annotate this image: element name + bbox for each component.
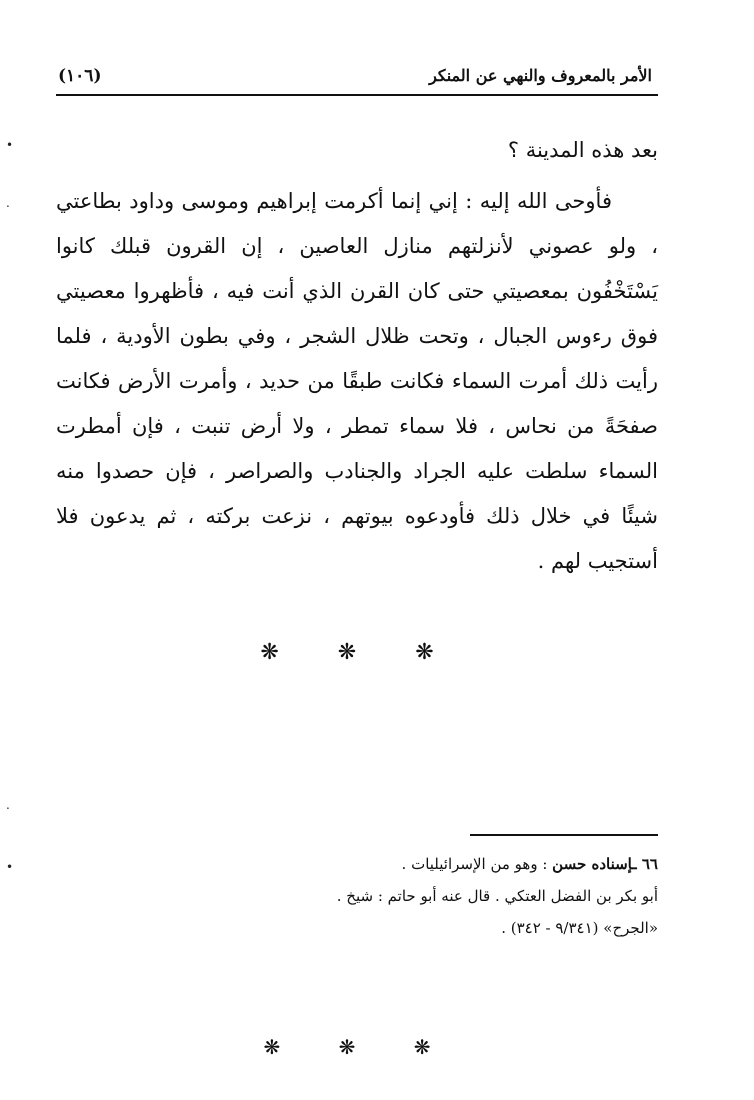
margin-mark: •: [6, 860, 14, 874]
margin-mark: .: [6, 196, 10, 210]
running-title: الأمر بالمعروف والنهي عن المنكر: [429, 66, 652, 85]
footnote-label: إسناده حسن: [552, 855, 633, 873]
footnote-line: «الجرح» (٩/٣٤١ - ٣٤٢) .: [501, 919, 658, 937]
footnote-divider: [470, 834, 658, 836]
paragraph: بعد هذه المدينة ؟: [507, 138, 658, 162]
footnote-line: [260, 848, 658, 880]
page-header: [56, 64, 658, 96]
main-text: [56, 128, 658, 584]
page-end-separator: ❋ ❋ ❋: [263, 1035, 457, 1059]
section-separator: ❋ ❋ ❋: [260, 640, 460, 665]
footnote-line: أبو بكر بن الفضل العتكي . قال عنه أبو حاتم : شيخ .: [336, 887, 658, 905]
footnote-text: : وهو من الإسرائيليات .: [401, 855, 553, 873]
footnotes: [260, 848, 658, 944]
page-number: (١٠٦): [58, 66, 102, 86]
margin-mark: •: [6, 138, 14, 152]
footnote-number: ٦٦ ـ: [632, 855, 658, 873]
margin-mark: .: [6, 798, 10, 812]
paragraph: فأوحى الله إليه : إني إنما أكرمت إبراهيم وموسى وداود بطاعتي ، ولو عصوني لأنزلتهم منازل العاصين ، إن القرون قبلك كانوا يَسْتَخْفُون بمعصيتي حتى كان القرن الذي أنت فيه ، فأظهروا معصيتي فوق رءوس الجبال ، وتحت ظلال الشجر ، وفي بطون الأودية ، فلما رأيت ذلك أمرت السماء فكانت طبقًا من حديد ، وأمرت الأرض فكانت صفحَةً من نحاس ، فلا سماء تمطر ، ولا أرض تنبت ، فإن أمطرت السماء سلطت عليه الجراد والجنادب والصراصر ، فإن حصدوا منه شيئًا في خلال ذلك فأودعوه بيوتهم ، نزعت بركته ، ثم يدعون فلا أستجيب لهم .: [56, 189, 658, 573]
